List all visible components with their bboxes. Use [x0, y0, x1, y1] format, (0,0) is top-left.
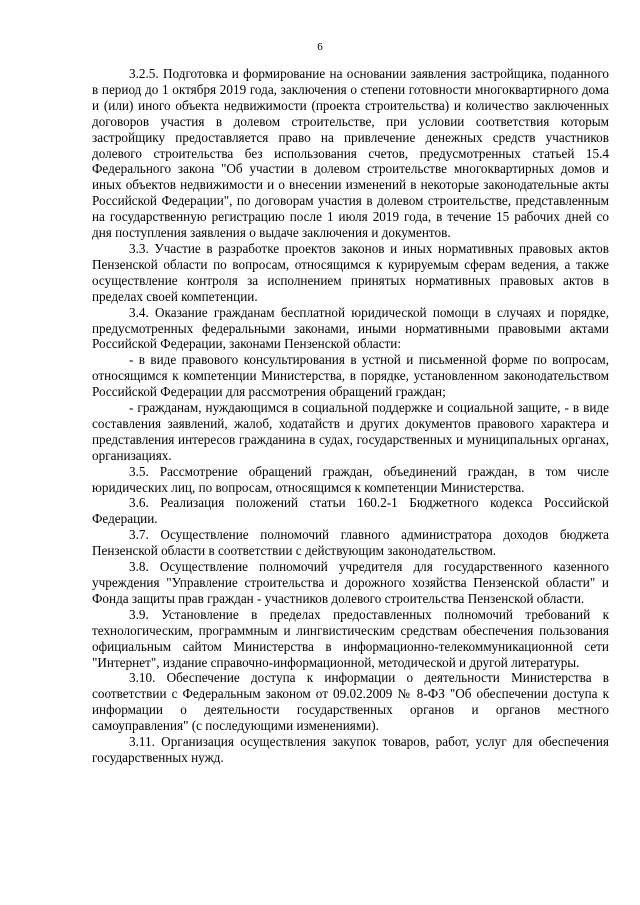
- paragraph-3-8: 3.8. Осуществление полномочий учредителя для государственного казенного учреждения "Управление строительства и дорожного хозяйства Пензенской области" и Фонда защиты прав граждан - участников долевого строительства Пензенской области.: [92, 559, 609, 606]
- paragraph-3-9: 3.9. Установление в пределах предоставленных полномочий требований к технологическим, программным и лингвистическим средствам обеспечения пользования официальным сайтом Министерства в информационно-телекоммуникационной сети "Интернет", издание справочно-информационной, методической и другой литературы.: [92, 606, 609, 670]
- paragraph-3-4-item-consulting: - в виде правового консультирования в устной и письменной форме по вопросам, относящимся к компетенции Министерства, в порядке, установленном законодательством Российской Федерации для рассмотрения обращений граждан;: [92, 352, 609, 400]
- paragraph-3-4-item-documents: - гражданам, нуждающимся в социальной поддержке и социальной защите, - в виде составления заявлений, жалоб, ходатайств и других документов правового характера и представления интересов гражданина в судах, государственных и муниципальных органах, организациях.: [92, 400, 609, 463]
- paragraph-3-4: 3.4. Оказание гражданам бесплатной юридической помощи в случаях и порядке, предусмотренных федеральными законами, иными нормативными правовыми актами Российской Федерации, законами Пензенской области:: [92, 304, 609, 352]
- document-body: [92, 66, 609, 766]
- paragraph-3-11: 3.11. Организация осуществления закупок товаров, работ, услуг для обеспечения государственных нужд.: [92, 734, 609, 765]
- paragraph-3-2-5: 3.2.5. Подготовка и формирование на основании заявления застройщика, поданного в период до 1 октября 2019 года, заключения о степени готовности многоквартирного дома и (или) иного объекта недвижимости (проекта строительства) и количество заключенных договоров участия в долевом строительстве, при условии соответствия которым застройщику предоставляется право на привлечение денежных средств участников долевого строительства без использования счетов, предусмотренных статьей 15.4 Федерального закона "Об участии в долевом строительстве многоквартирных домов и иных объектов недвижимости и о внесении изменений в некоторые законодательные акты Российской Федерации", по договорам участия в долевом строительстве, представленным на государственную регистрацию после 1 июля 2019 года, в течение 15 рабочих дней со дня поступления заявления о выдаче заключения и документов.: [92, 66, 609, 241]
- paragraph-3-10: 3.10. Обеспечение доступа к информации о деятельности Министерства в соответствии с Федеральным законом от 09.02.2009 № 8-ФЗ "Об обеспечении доступа к информации о деятельности государственных органов и органов местного самоуправления" (с последующими изменениями).: [92, 670, 609, 734]
- page-number: 6: [317, 41, 323, 53]
- paragraph-3-7: 3.7. Осуществление полномочий главного администратора доходов бюджета Пензенской области в соответствии с действующим законодательством.: [92, 527, 609, 559]
- paragraph-3-6: 3.6. Реализация положений статьи 160.2-1 Бюджетного кодекса Российской Федерации.: [92, 495, 609, 527]
- paragraph-3-5: 3.5. Рассмотрение обращений граждан, объединений граждан, в том числе юридических лиц, по вопросам, относящимся к компетенции Министерства.: [92, 463, 609, 495]
- paragraph-3-3: 3.3. Участие в разработке проектов законов и иных нормативных правовых актов Пензенской области по вопросам, относящимся к курируемым сферам ведения, а также осуществление контроля за исполнением принятых нормативных правовых актов в пределах своей компетенции.: [92, 240, 609, 304]
